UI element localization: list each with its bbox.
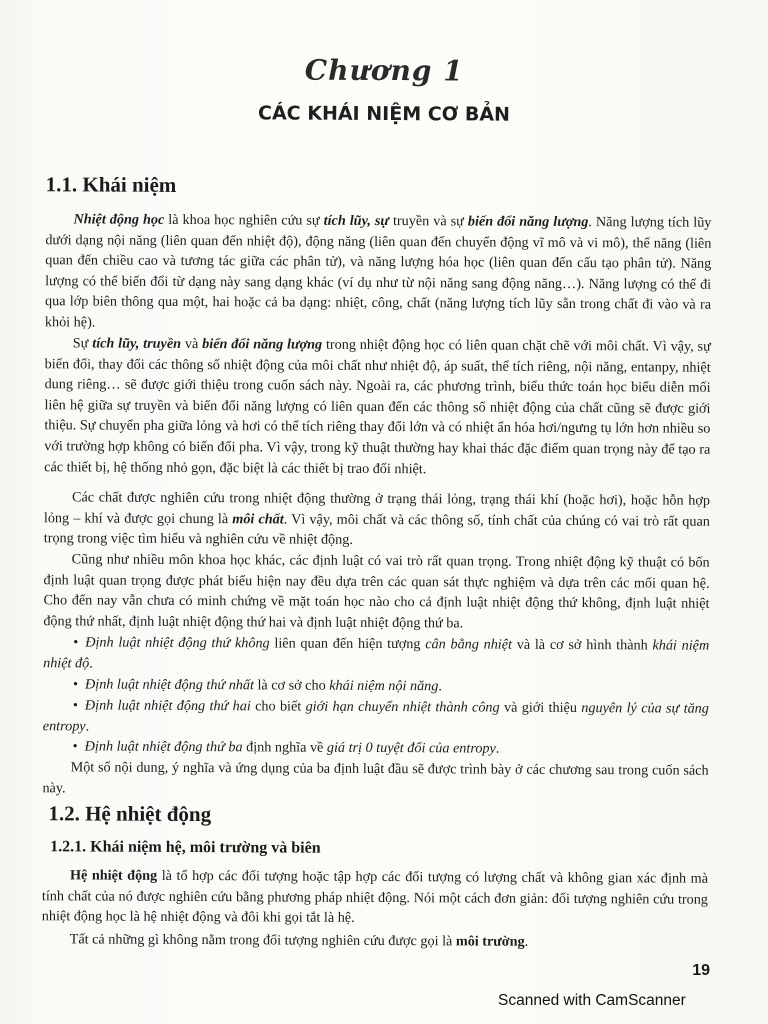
paragraph-outlook: Một số nội dung, ý nghĩa và ứng dụng của ba định luật đầu sẽ được trình bày ở các chương sau trong cuốn sách này. — [42, 759, 709, 796]
page-content — [39, 0, 724, 992]
page-number: 19 — [692, 962, 710, 979]
paragraph-working-fluid: Các chất được nghiên cứu trong nhiệt động thường ở trạng thái lỏng, trạng thái khí (hoặc hơi), hoặc hỗn hợp lỏng – khí và được gọi chung là môi chất. Vì vậy, môi chất và các thông số, tính chất của chúng có vai trò rất quan trọng trong việc tìm hiểu và nghiên cứu về nhiệt động. — [43, 489, 711, 549]
law-bullet-zeroth: • Định luật nhiệt động thứ không liên quan đến hiện tượng cân bằng nhiệt và là cơ sở hình thành khái niệm nhiệt độ. — [43, 634, 710, 672]
law-bullet-second: • Định luật nhiệt động thứ hai cho biết giới hạn chuyển nhiệt thành công và giới thiệu nguyên lý của sự tăng entropy. — [42, 697, 709, 735]
term-thermodynamics: Nhiệt động học — [73, 211, 165, 228]
subsection-heading-1-2-1: 1.2.1. Khái niệm hệ, môi trường và biên — [50, 838, 321, 857]
section-heading-1-2: 1.2. Hệ nhiệt động — [48, 801, 212, 827]
paragraph-system-definition: Hệ nhiệt động là tổ hợp các đối tượng hoặc tập hợp các đối tượng có lượng chất và không gian xác định mà tính chất của nó được nghiên cứu bằng phương pháp nhiệt động. Nói một cách đơn giản: đối tượng nghiên cứu trong nhiệt động học là hệ nhiệt động và đôi khi gọi tắt là hệ. — [41, 867, 709, 927]
paragraph-energy-transfer: Sự tích lũy, truyền và biến đổi năng lượng trong nhiệt động học có liên quan chặt chẽ với môi chất. Vì vậy, sự biến đổi, thay đổi các thông số nhiệt động của môi chất như nhiệt độ, áp suất, thể tích riêng, nội năng, entanpy, nhiệt dung riêng… sẽ được giới thiệu trong cuốn sách này. Ngoài ra, các phương trình, biểu thức toán học biểu diễn mối liên hệ giữa sự truyền và biến đổi năng lượng có liên quan đến các thông số nhiệt động của chất cũng sẽ được giới thiệu. Sự chuyển pha giữa lỏng và hơi có thể tích riêng thay đổi lớn và có nhiệt ẩn hóa hơi/ngưng tụ lớn hơn nhiều so với trường hợp không có biến đổi pha. Vì vậy, trong kỹ thuật thường hay khai thác đặc điểm quan trọng này để tạo ra các thiết bị, hệ thống nhỏ gọn, đặc biệt là các thiết bị trao đổi nhiệt. — [44, 335, 711, 477]
paragraph-laws: Cũng như nhiều môn khoa học khác, các định luật có vai trò rất quan trọng. Trong nhiệt động kỹ thuật có bốn định luật quan trọng được phát biểu hiện nay đều dựa trên các quan sát thực nghiệm và dựa trên các mối quan hệ. Cho đến nay vẫn chưa có minh chứng về mặt toán học nào cho cả định luật nhiệt động thứ không, định luật nhiệt động thứ nhất, định luật nhiệt động thứ hai và định luật nhiệt động thứ ba. — [43, 551, 710, 632]
paragraph-definition: Nhiệt động học là khoa học nghiên cứu sự tích lũy, sự truyền và sự biến đổi năng lượng. Năng lượng tích lũy dưới dạng nội năng (liên quan đến nhiệt độ), động năng (liên quan đến chuyển động vĩ mô và vi mô), thế năng (liên quan đến chiều cao và tương tác giữa các phân tử), và năng lượng hóa học (liên quan đến cấu tạo phân tử). Năng lượng có thể biến đổi từ dạng này sang dạng khác (ví dụ như từ nội năng sang động năng…). Năng lượng có thể đi qua lớp biên thông qua một, hai hoặc cả ba dạng: nhiệt, công, chất (năng lượng tích lũy sẵn trong chất đi vào và ra khỏi hệ). — [44, 211, 712, 331]
chapter-title: CÁC KHÁI NIỆM CƠ BẢN — [257, 102, 511, 126]
section-heading-1-1: 1.1. Khái niệm — [45, 172, 177, 197]
chapter-label: Chương 1 — [304, 53, 464, 88]
scanner-watermark: Scanned with CamScanner — [498, 992, 686, 1009]
law-bullet-first: • Định luật nhiệt động thứ nhất là cơ sở cho khái niệm nội năng. — [72, 676, 442, 695]
law-bullet-third: • Định luật nhiệt động thứ ba định nghĩa về giá trị 0 tuyệt đối của entropy. — [72, 738, 500, 757]
paragraph-environment: Tất cả những gì không nằm trong đối tượng nghiên cứu được gọi là môi trường. — [69, 931, 529, 950]
